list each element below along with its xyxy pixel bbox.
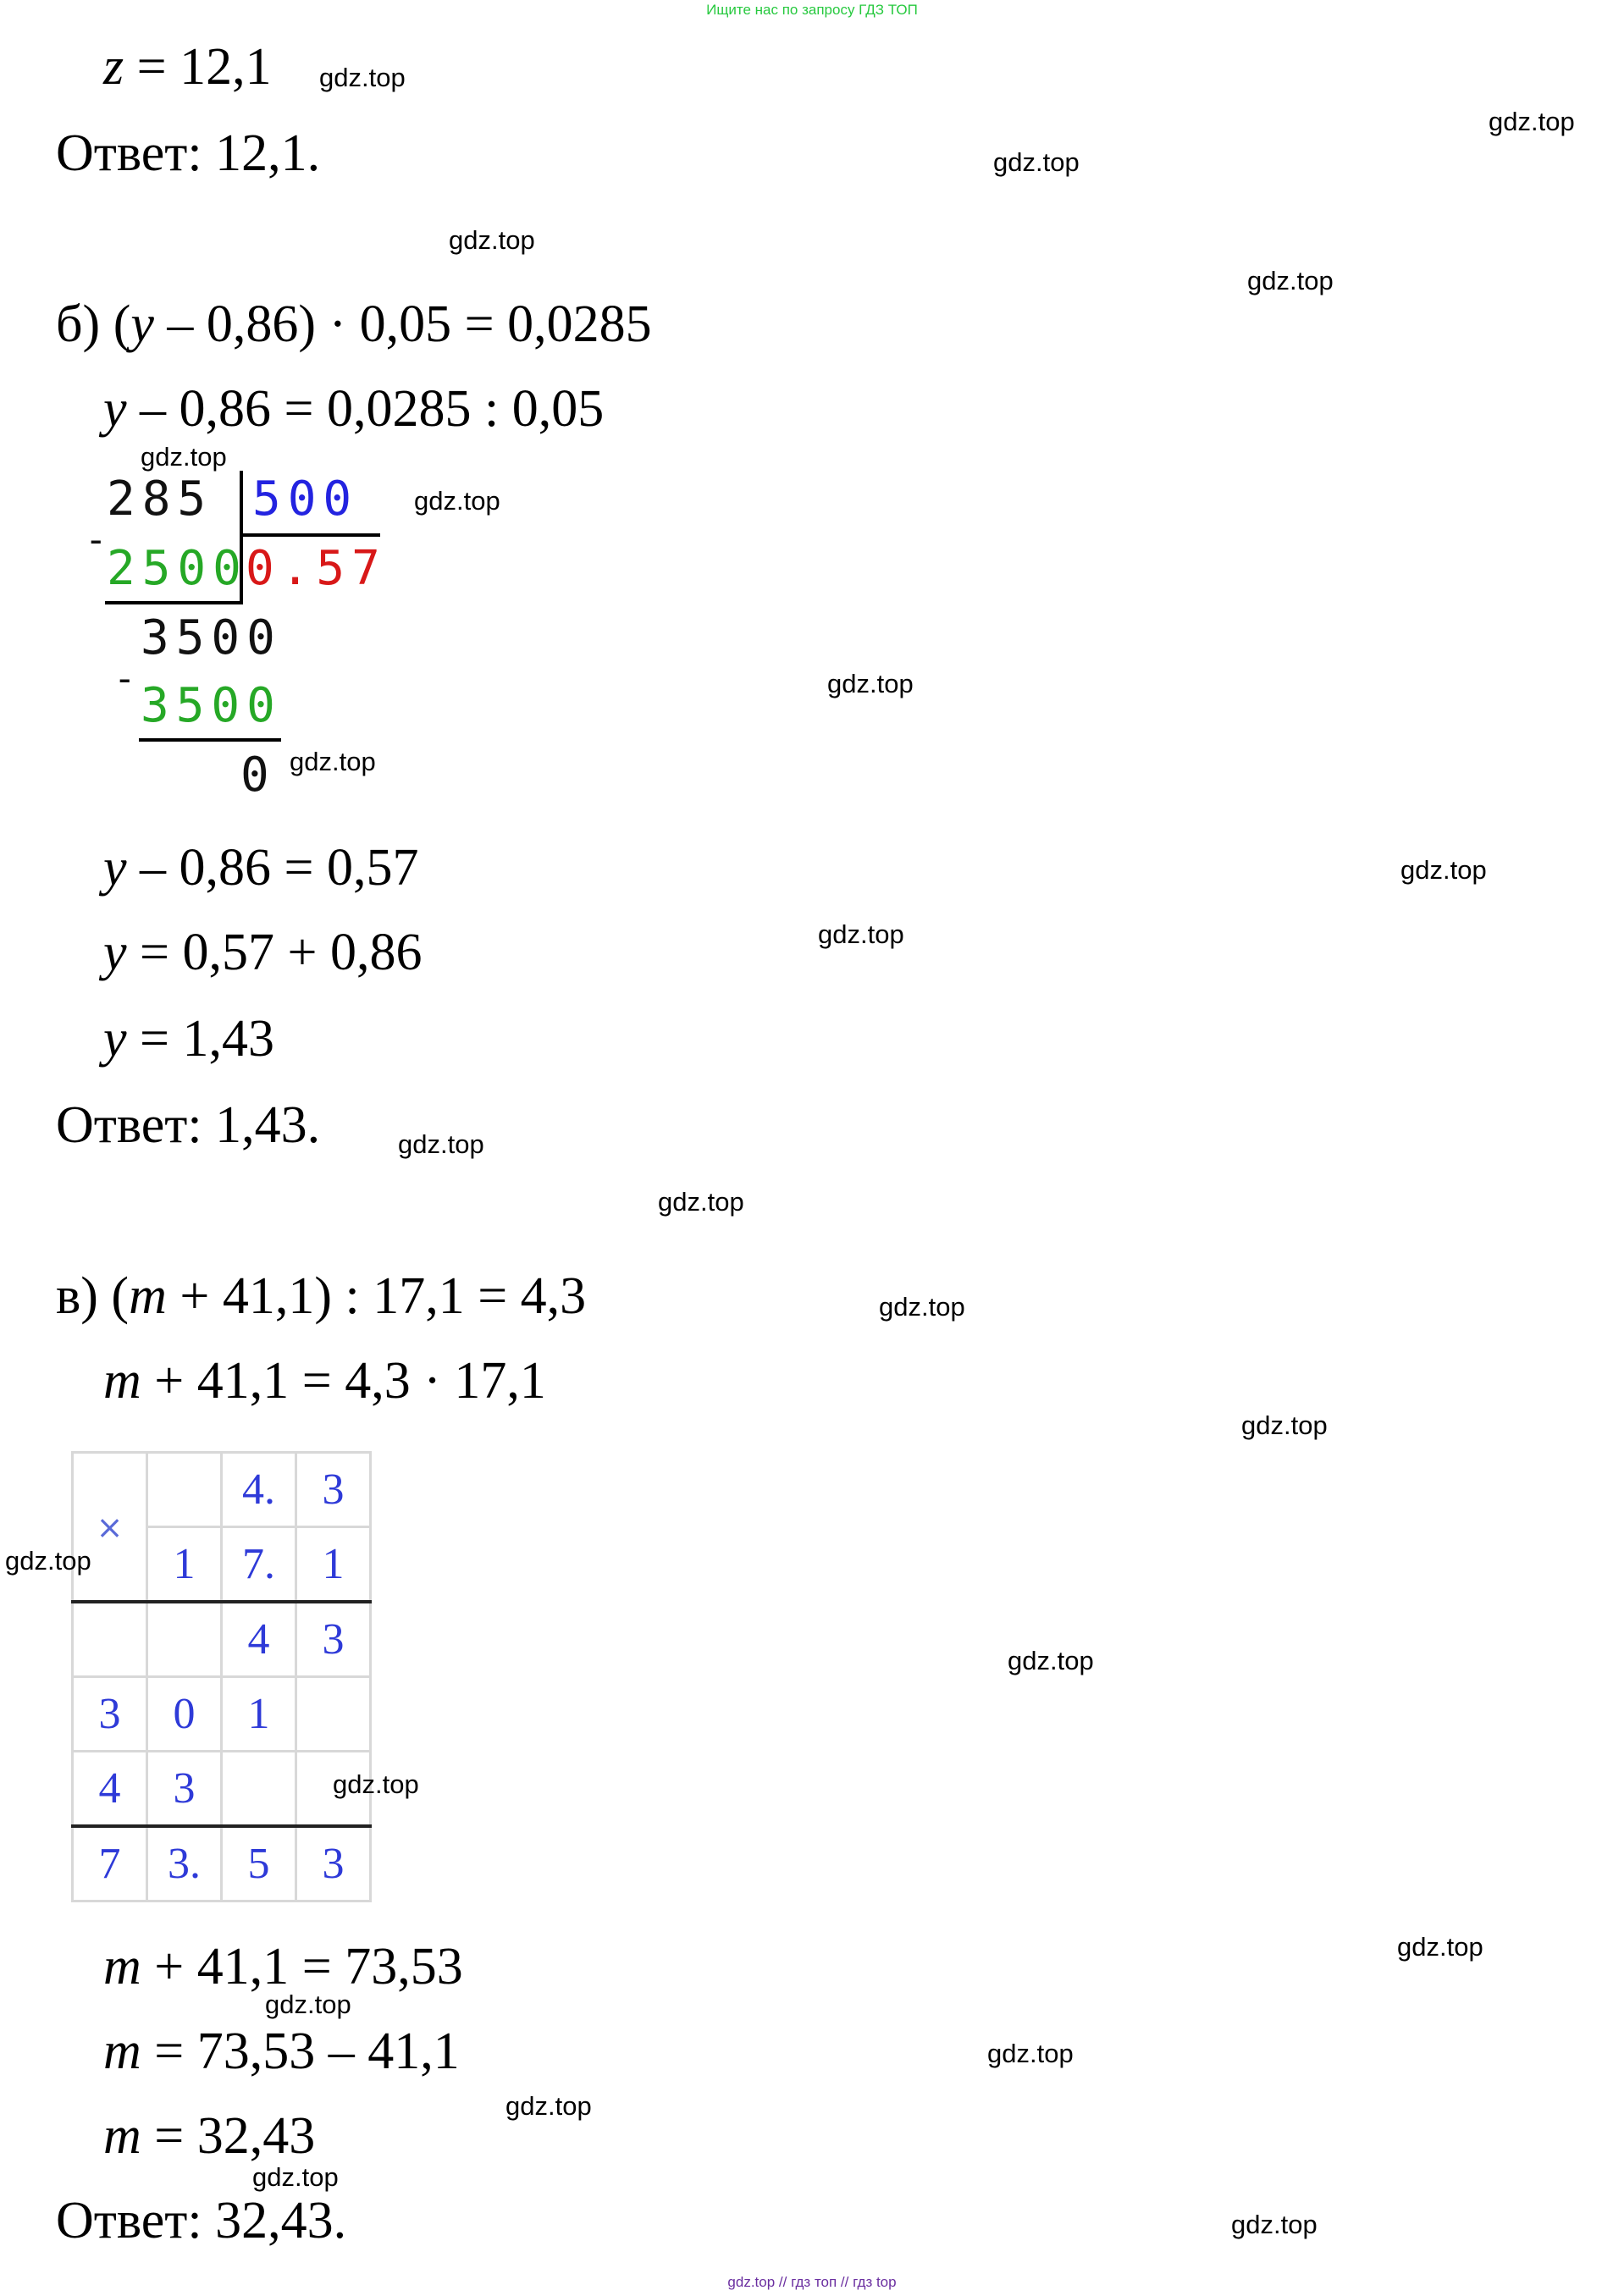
- grid-cell: [147, 1453, 222, 1527]
- watermark: gdz.top: [879, 1292, 965, 1322]
- task-b: б) (y – 0,86) · 0,05 = 0,0285: [56, 295, 652, 353]
- watermark: gdz.top: [1241, 1410, 1328, 1440]
- step-c-3: m = 73,53 – 41,1: [103, 2023, 460, 2080]
- grid-cell: 4.: [222, 1453, 296, 1527]
- watermark: gdz.top: [1397, 1932, 1483, 1962]
- division-subtrahend-2: 3500: [141, 678, 282, 733]
- grid-cell: 3: [73, 1677, 147, 1752]
- division-line-2: [139, 738, 281, 742]
- top-banner: Ищите нас по запросу ГДЗ ТОП: [706, 2, 918, 18]
- grid-cell: [296, 1677, 371, 1752]
- multiplication-grid: [71, 1451, 372, 1902]
- watermark: gdz.top: [290, 747, 376, 776]
- watermark: gdz.top: [1231, 2210, 1317, 2239]
- watermark: gdz.top: [993, 147, 1080, 177]
- watermark: gdz.top: [658, 1187, 744, 1217]
- watermark: gdz.top: [141, 442, 227, 472]
- division-minus-2: -: [113, 657, 143, 700]
- grid-cell: 4: [73, 1752, 147, 1827]
- grid-cell: 3: [296, 1453, 371, 1527]
- watermark: gdz.top: [1489, 107, 1575, 136]
- watermark: gdz.top: [987, 2039, 1074, 2068]
- division-remainder-1: 3500: [141, 610, 282, 665]
- division-quotient: 0.57: [246, 541, 387, 596]
- watermark: gdz.top: [827, 669, 914, 698]
- step-b-4: y = 1,43: [103, 1010, 274, 1068]
- watermark: gdz.top: [818, 919, 904, 949]
- watermark: gdz.top: [449, 225, 535, 255]
- division-minus-1: -: [85, 518, 114, 561]
- division-line-1: [105, 601, 242, 604]
- watermark: gdz.top: [252, 2162, 339, 2192]
- watermark: gdz.top: [398, 1129, 484, 1159]
- watermark: gdz.top: [1400, 855, 1487, 885]
- bottom-banner: gdz.top // гдз топ // гдз top: [727, 2274, 897, 2290]
- grid-cell: 3: [296, 1602, 371, 1677]
- step-b-2: y – 0,86 = 0,57: [103, 839, 419, 897]
- division-divisor: 500: [252, 472, 359, 527]
- watermark: gdz.top: [505, 2091, 592, 2121]
- grid-cell: 4: [222, 1602, 296, 1677]
- watermark: gdz.top: [414, 486, 500, 516]
- grid-cell: 5: [222, 1826, 296, 1901]
- grid-cell: 7: [73, 1826, 147, 1901]
- task-c: в) (m + 41,1) : 17,1 = 4,3: [56, 1267, 587, 1325]
- grid-cell: 3: [147, 1752, 222, 1827]
- division-remainder-2: 0: [240, 748, 276, 803]
- grid-cell: [147, 1602, 222, 1677]
- watermark: gdz.top: [5, 1546, 91, 1576]
- grid-cell: 0: [147, 1677, 222, 1752]
- grid-cell: [222, 1752, 296, 1827]
- division-divisor-bar: [240, 533, 380, 537]
- grid-cell: 3: [296, 1826, 371, 1901]
- step-c-4: m = 32,43: [103, 2107, 316, 2165]
- watermark: gdz.top: [265, 1990, 351, 2019]
- watermark: gdz.top: [1008, 1646, 1094, 1675]
- step-b-3: y = 0,57 + 0,86: [103, 924, 423, 981]
- division-subtrahend-1: 2500: [107, 541, 248, 596]
- equation-z: z = 12,1: [103, 38, 272, 96]
- grid-cell: 1: [147, 1527, 222, 1603]
- grid-cell: 1: [296, 1527, 371, 1603]
- answer-b: Ответ: 1,43.: [56, 1096, 321, 1154]
- watermark: gdz.top: [319, 63, 406, 92]
- times-sign: ×: [73, 1453, 147, 1603]
- step-c-1: m + 41,1 = 4,3 · 17,1: [103, 1352, 546, 1410]
- answer-c: Ответ: 32,43.: [56, 2192, 347, 2249]
- watermark: gdz.top: [333, 1769, 419, 1799]
- division-dividend: 285: [107, 472, 213, 527]
- watermark: gdz.top: [1247, 266, 1334, 295]
- step-b-1: y – 0,86 = 0,0285 : 0,05: [103, 380, 605, 438]
- answer-a: Ответ: 12,1.: [56, 124, 321, 182]
- grid-cell: 1: [222, 1677, 296, 1752]
- grid-cell: 7.: [222, 1527, 296, 1603]
- step-c-2: m + 41,1 = 73,53: [103, 1938, 463, 1995]
- grid-cell: [73, 1602, 147, 1677]
- grid-cell: 3.: [147, 1826, 222, 1901]
